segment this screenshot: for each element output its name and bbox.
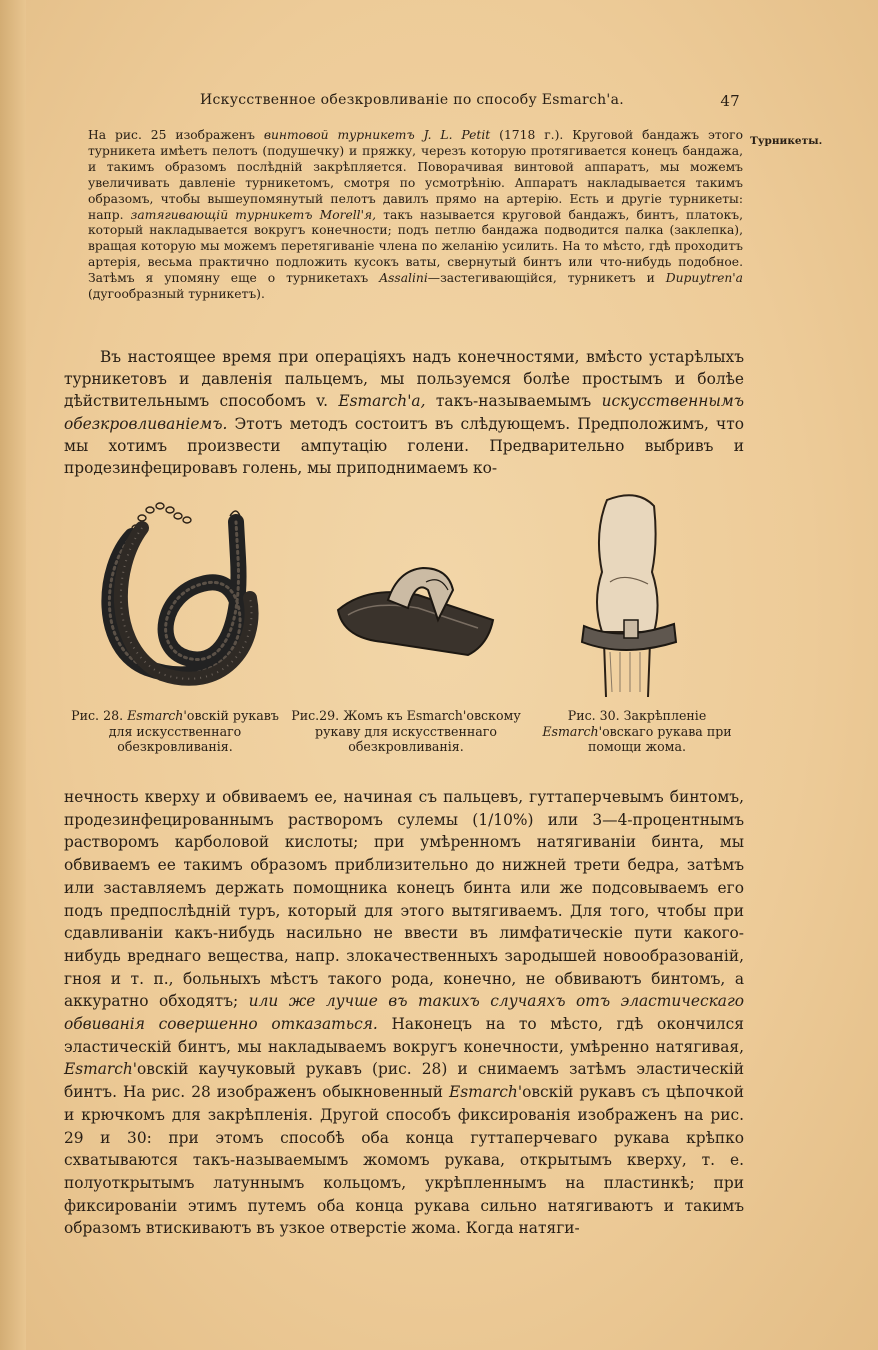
text-run: Наконецъ на то мѣсто, гдѣ окончился эластическій бинтъ, мы накладываемъ вокругъ конечности, умѣренно натягивая,	[64, 1015, 744, 1056]
italic-run: затягивающій турникетъ Morell'я,	[130, 207, 377, 222]
margin-note: Турникеты.	[750, 135, 823, 147]
text-run: овскій рукавъ для искусственнаго обезкровливанія.	[108, 708, 279, 755]
page-edge-shadow	[0, 0, 26, 1350]
figure-29-clamp	[328, 560, 498, 670]
figure-29-caption: Рис.29. Жомъ къ Esmarch'овскому рукаву для искусственнаго обезкровливанія.	[291, 708, 521, 755]
italic-run: или же лучше въ такихъ случаяхъ отъ эластическаго обвиванія совершенно отказаться.	[64, 992, 745, 1034]
text-run: нечность кверху и обвиваемъ ее, начиная съ пальцевъ, гуттаперчевымъ бинтомъ, продезинфецированнымъ растворомъ сулемы (1/10%) или 3—4-процентнымъ растворомъ карболовой кислоты; при умѣренномъ натягиваніи бинта, мы обвиваемъ ее такимъ образомъ приблизительно до нижней трети бедра, затѣмъ или заставляемъ держать помощника конецъ бинта или же подсовываемъ его подъ предпослѣдній туръ, который для этого вытягиваемъ. Для того, чтобы при сдавливаніи какъ-нибудь насильно не ввести въ лимфатическіе пути какого-нибудь вреднаго вещества, напр. злокачественныхъ зародышей новообразованій, гноя и т. п., больныхъ мѣстъ такого рода, конечно, не обвиваютъ бинтомъ, а аккуратно обходятъ;	[64, 788, 744, 1011]
tourniquet-paragraph	[88, 128, 743, 303]
text-run: такъ называется круговой бандажъ, бинтъ, платокъ, который накладывается вокругъ конечности; подъ петлю бандажа подводится палка (заклепка), вращая которую мы можемъ перетягиваніе члена по желанію усилить. На то мѣсто, гдѣ проходитъ артерія, весьма практично подложить кусокъ ваты, свернутый бинтъ или что-нибудь подобное. Затѣмъ я упомяну еще о турникетахъ	[88, 207, 743, 286]
figure-28-caption	[70, 708, 280, 755]
text-run: (1718 г.). Круговой бандажъ этого турникета имѣетъ пелотъ (подушечку) и пряжку, черезъ которую протягивается конецъ бандажа, и такимъ образомъ послѣдній закрѣпляется. Поворачивая винтовой аппаратъ, мы можемъ увеличивать давленіе турникетомъ, смотря по усмотрѣнію. Аппаратъ накладывается такимъ образомъ, чтобы вышеупомянутый пелотъ давилъ прямо на артерію. Есть и другіе турникеты: напр.	[88, 128, 743, 222]
italic-run: Esmarch'	[64, 1060, 138, 1079]
header-title: Искусственное обезкровливаніе по способу Esmarch'a.	[200, 92, 624, 108]
clamp-icon	[338, 568, 493, 655]
italic-run: Esmarch'	[542, 723, 603, 739]
text-run: овскій рукавъ съ цѣпочкой и крючкомъ для закрѣпленія. Другой способъ фиксированія изображенъ на рис. 29 и 30: при этомъ способѣ оба конца гуттаперчеваго рукава крѣпко схватываются такъ-называемымъ жомомъ рукава, открытымъ кверху, т. е. полуоткрытымъ латуннымъ кольцомъ, укрѣпленнымъ на пластинкѣ; при фиксированіи этимъ путемъ оба конца рукава сильно натягиваютъ и такимъ образомъ втискиваютъ въ узкое отверстіе жома. Когда натяги-	[64, 1083, 744, 1238]
italic-run: Esmarch'	[127, 708, 187, 723]
italic-run: Esmarch'	[449, 1083, 523, 1102]
text-run: —застегивающійся, турникетъ и	[427, 271, 666, 286]
italic-run: Assalini	[379, 271, 428, 286]
italic-run: Esmarch'a,	[338, 392, 426, 411]
text-run: такъ-называемымъ	[425, 392, 602, 411]
text-run: Рис. 28.	[71, 708, 128, 723]
text-run: овскаго рукава при помощи жома.	[588, 723, 732, 755]
italic-run: винтовой турникетъ J. L. Petit	[263, 128, 491, 142]
figure-28-esmarch-tube	[92, 498, 272, 698]
main-paragraph-2	[64, 786, 744, 1240]
sleeve-clamp-icon	[582, 620, 676, 650]
main-paragraph-1	[64, 346, 744, 479]
text-run: (дугообразный турникетъ).	[88, 287, 265, 302]
page-number: 47	[720, 92, 740, 110]
text-run: Этотъ методъ состоитъ въ слѣдующемъ. Предположимъ, что мы хотимъ произвести ампутацію голени. Предварительно выбривъ и продезинфецировавъ голень, мы приподнимаемъ ко-	[64, 414, 744, 478]
leg-icon	[597, 495, 658, 697]
figure-30-caption	[530, 708, 744, 755]
italic-run: Dupuytren'a	[665, 271, 743, 286]
text-run: На рис. 25 изображенъ	[88, 128, 264, 142]
text-run: Въ настоящее время при операціяхъ надъ конечностями, вмѣсто устарѣлыхъ турникетовъ и давленія пальцемъ, мы пользуемся болѣе простымъ и болѣе дѣйствительнымъ способомъ v.	[64, 348, 744, 411]
coiled-tube-icon	[109, 522, 251, 679]
figure-30-leg	[562, 492, 692, 702]
text-run: овскій каучуковый рукавъ (рис. 28) и снимаемъ затѣмъ эластическій бинтъ. На рис. 28 изображенъ обыкновенный	[64, 1060, 744, 1102]
text-run: Рис. 30. Закрѣпленіе	[567, 708, 707, 723]
italic-run: искусственнымъ обезкровливаніемъ.	[64, 392, 744, 433]
